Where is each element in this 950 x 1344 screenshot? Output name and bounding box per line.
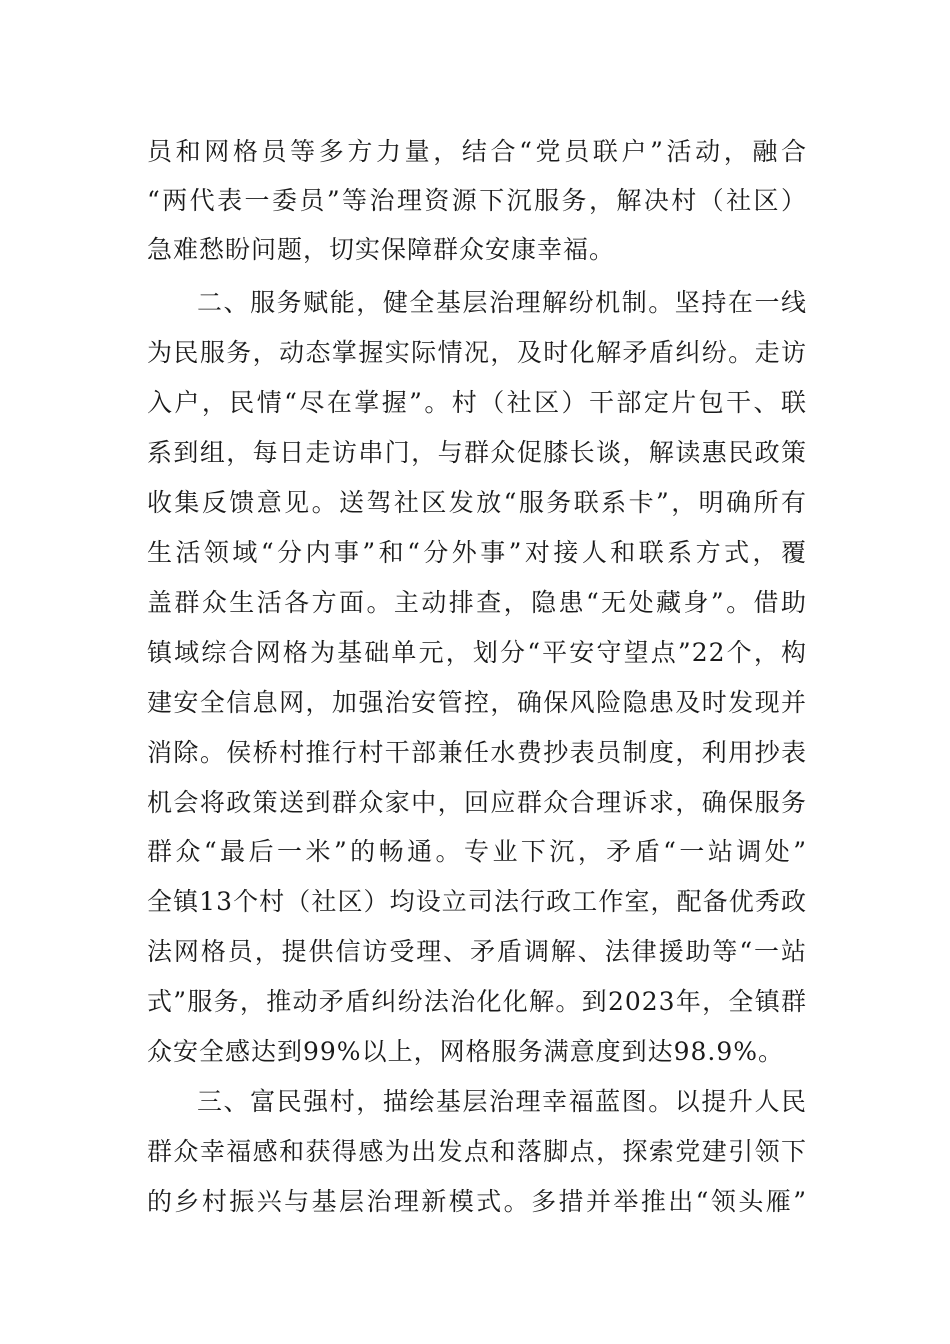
- text-line: 急难愁盼问题，切实保障群众安康幸福。: [147, 235, 616, 264]
- text-line: 众安全感达到99%以上，网格服务满意度到达98.9%。: [147, 1037, 784, 1066]
- paragraph-heading-3: 三、富民强村，描绘基层治理幸福蓝图。以提升人民: [197, 1087, 807, 1116]
- text-line: 消除。侯桥村推行村干部兼任水费抄表员制度，利用抄表: [147, 738, 807, 767]
- text-line: 盖群众生活各方面。主动排查，隐患“无处藏身”。借助: [147, 588, 807, 617]
- text-line: 收集反馈意见。送驾社区发放“服务联系卡”，明确所有: [147, 488, 807, 517]
- text-line: 群众幸福感和获得感为出发点和落脚点，探索党建引领下: [147, 1137, 807, 1166]
- text-line: 建安全信息网，加强治安管控，确保风险隐患及时发现并: [147, 688, 807, 717]
- text-line: 镇域综合网格为基础单元，划分“平安守望点”22个，构: [147, 638, 808, 667]
- text-line: 群众“最后一米”的畅通。专业下沉，矛盾“一站调处”: [147, 837, 807, 866]
- text-line: “两代表一委员”等治理资源下沉服务，解决村（社区）: [147, 186, 807, 215]
- text-line: 全镇13个村（社区）均设立司法行政工作室，配备优秀政: [147, 887, 807, 916]
- text-line: 生活领域“分内事”和“分外事”对接人和联系方式，覆: [147, 538, 807, 567]
- text-line: 为民服务，动态掌握实际情况，及时化解矛盾纠纷。走访: [147, 338, 807, 367]
- text-line: 的乡村振兴与基层治理新模式。多措并举推出“领头雁”: [147, 1187, 807, 1216]
- paragraph-heading-2: 二、服务赋能，健全基层治理解纷机制。坚持在一线: [197, 288, 807, 317]
- text-line: 系到组，每日走访串门，与群众促膝长谈，解读惠民政策: [147, 438, 807, 467]
- text-line: 入户，民情“尽在掌握”。村（社区）干部定片包干、联: [147, 388, 807, 417]
- text-line: 员和网格员等多方力量，结合“党员联户”活动，融合: [147, 137, 807, 166]
- text-line: 法网格员，提供信访受理、矛盾调解、法律援助等“一站: [147, 937, 807, 966]
- text-line: 式”服务，推动矛盾纠纷法治化化解。到2023年，全镇群: [147, 987, 807, 1016]
- text-line: 机会将政策送到群众家中，回应群众合理诉求，确保服务: [147, 788, 807, 817]
